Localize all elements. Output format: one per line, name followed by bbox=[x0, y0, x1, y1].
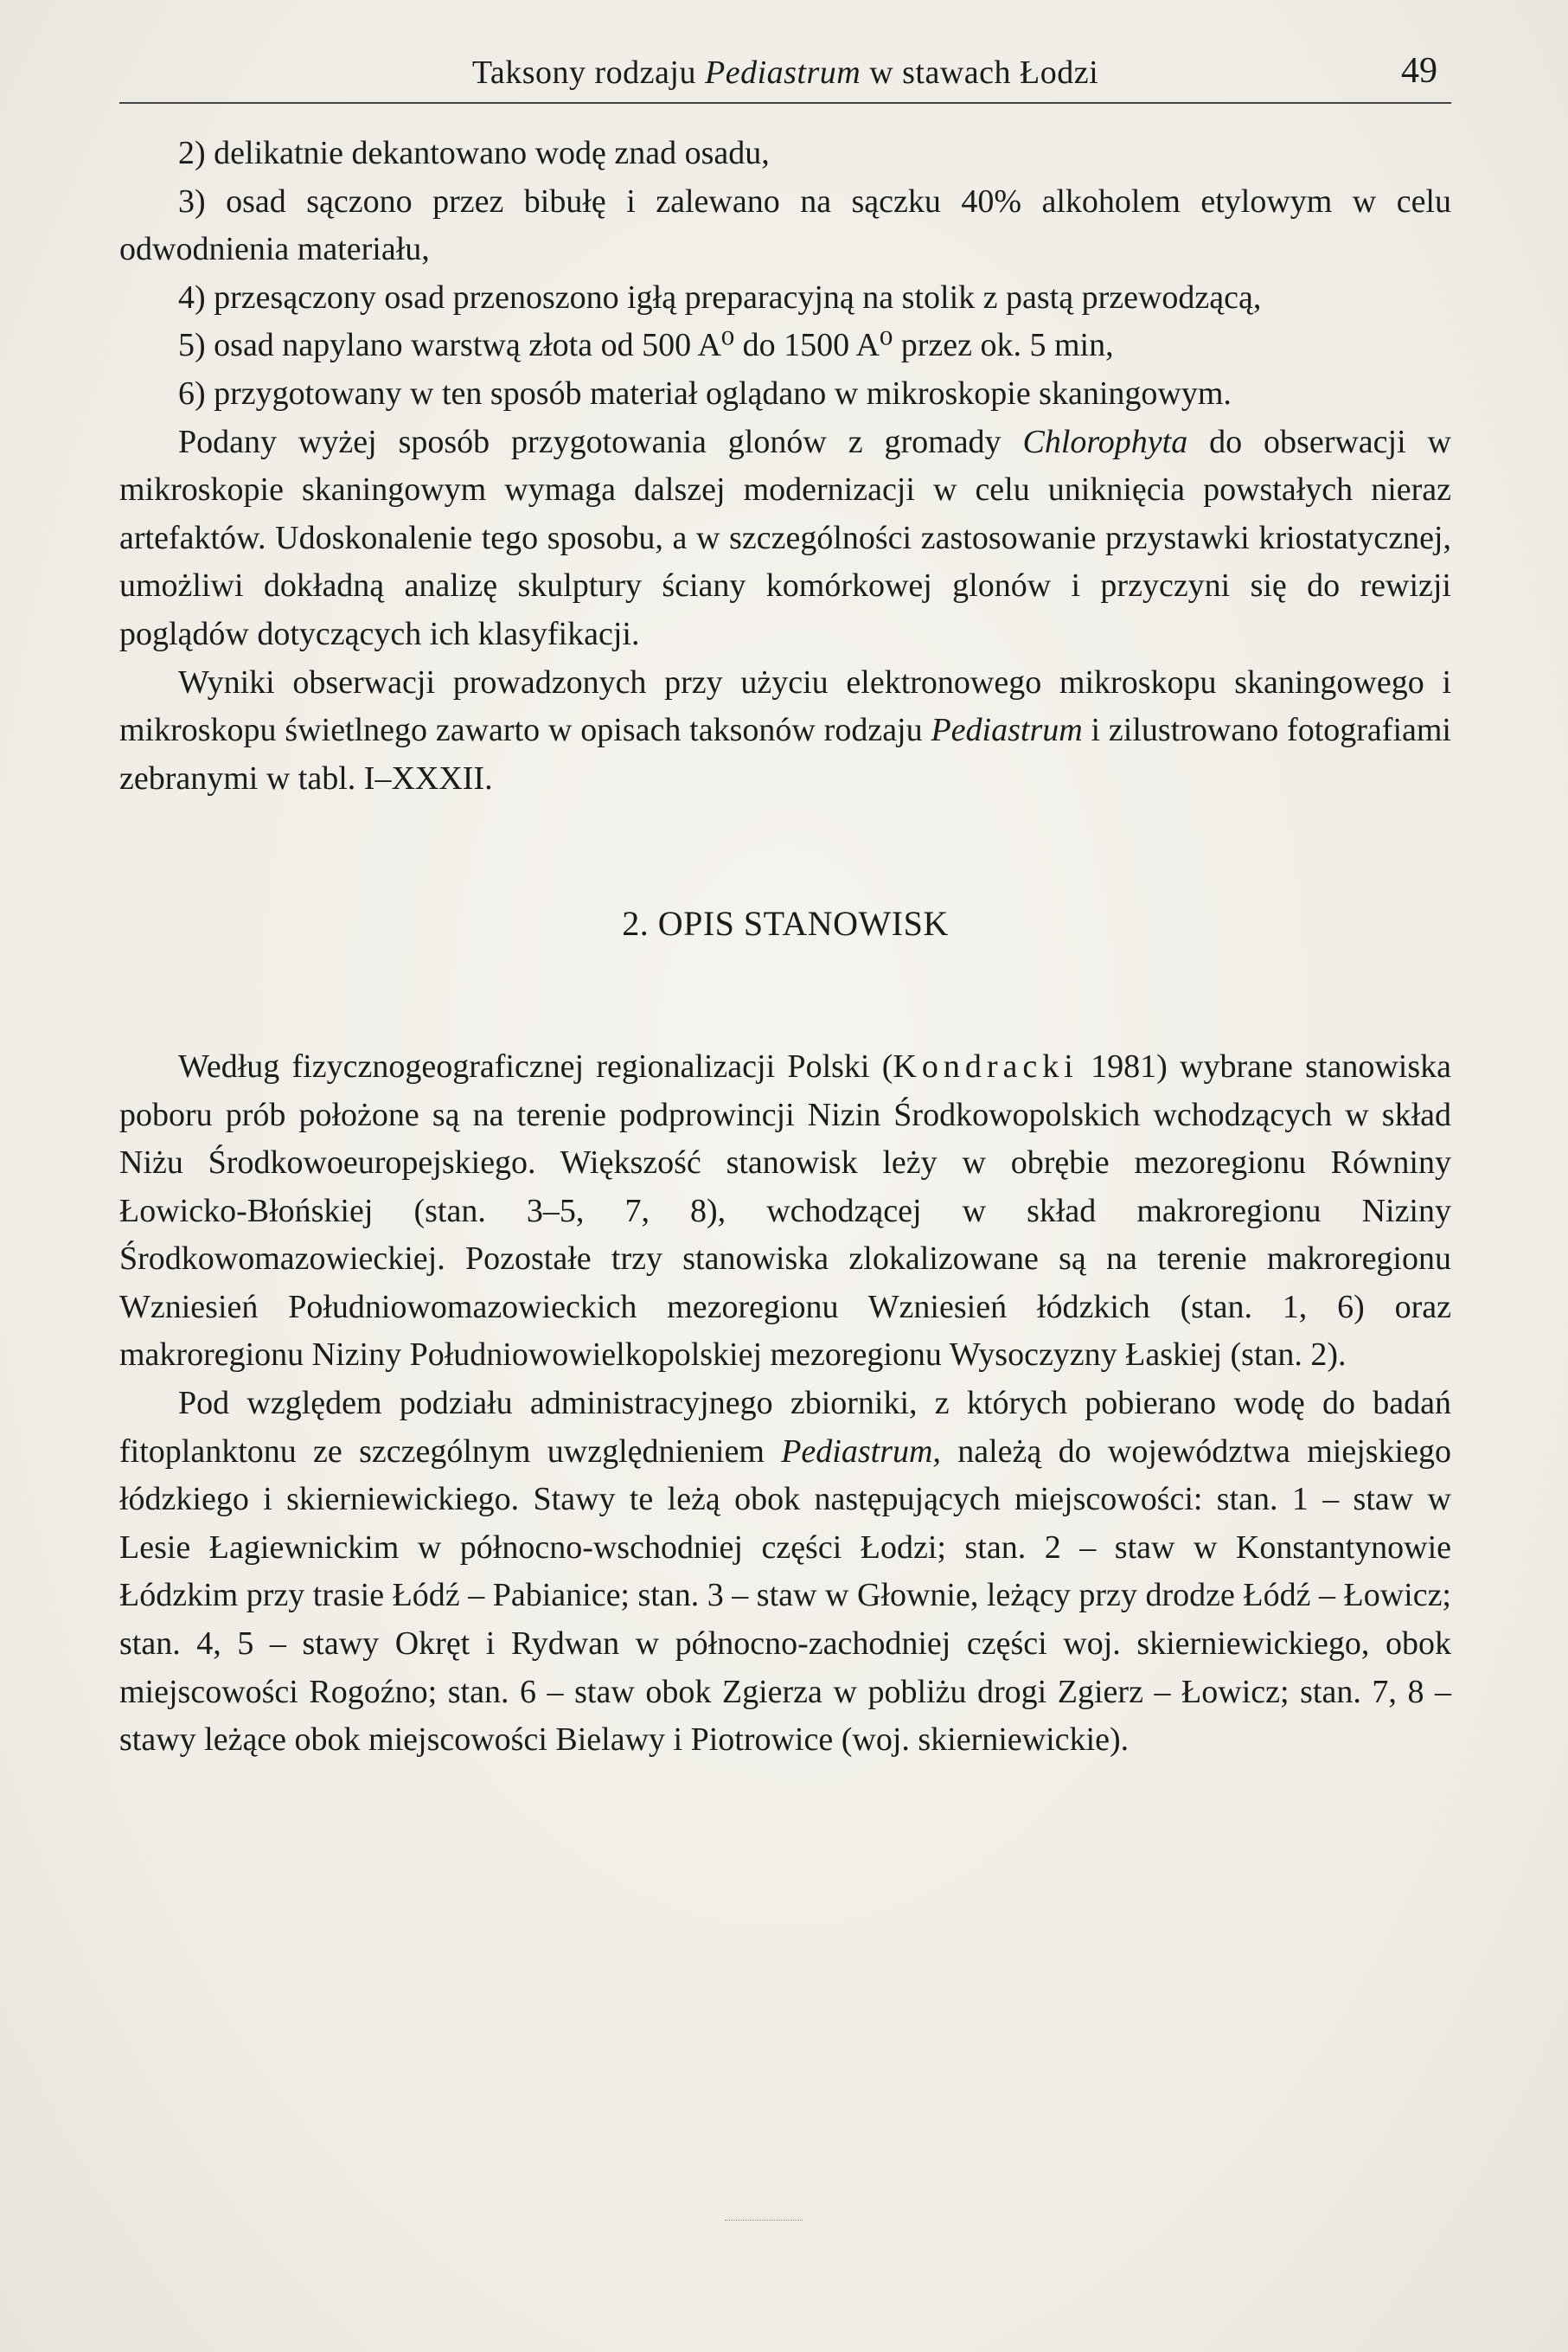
paragraph bbox=[119, 419, 1451, 659]
paragraph-text: Podany wyżej sposób przygotowania glonów z gromady bbox=[178, 423, 1023, 460]
paragraph-text: 1981) wybrane stanowiska poboru prób położone są na terenie podprowincji Nizin Środkowopolskich wchodzących w skład Niżu Środkowoeuropejskiego. Większość stanowisk leży w obrębie mezoregionu Równiny Łowicko-Błońskiej (stan. 3–5, 7, 8), wchodzącej w skład makroregionu Niziny Środkowomazowieckiej. Pozostałe trzy stanowiska zlokalizowane są na terenie makroregionu Wzniesień Południowomazowieckich mezoregionu Wzniesień łódzkich (stan. 1, 6) oraz makroregionu Niziny Południowowielkopolskiej mezoregionu Wysoczyzny Łaskiej (stan. 2). bbox=[119, 1048, 1451, 1374]
paragraph-text: Pod względem podziału administracyjnego zbiorniki, z których pobierano wodę do badań fitoplanktonu ze szczególnym uwzględnieniem bbox=[119, 1385, 1451, 1470]
list-item: 6) przygotowany w ten sposób materiał oglądano w mikroskopie skaningowym. bbox=[178, 375, 1232, 412]
paragraph-text: do obserwacji w mikroskopie skaningowym wymaga dalszej modernizacji w celu uniknięcia powstałych nieraz artefaktów. Udoskonalenie tego sposobu, a w szczególności zastosowanie przystawki kriostatycznej, umożliwi dokładną analizę skulptury ściany komórkowej glonów i przyczyni się do rewizji poglądów dotyczących ich klasyfikacji. bbox=[119, 423, 1451, 652]
running-title-italic: Pediastrum bbox=[704, 54, 861, 91]
paragraph bbox=[119, 1380, 1451, 1765]
list-item: 5) osad napylano warstwą złota od 500 A⁰ do 1500 A⁰ przez ok. 5 min, bbox=[178, 327, 1114, 364]
paragraph-text: Według fizycznogeograficznej regionalizacji Polski ( bbox=[178, 1048, 893, 1085]
list-item: 3) osad sączono przez bibułę i zalewano na sączku 40% alkoholem etylowym w celu odwodnienia materiału, bbox=[119, 183, 1451, 268]
author-name: Kondracki bbox=[893, 1048, 1078, 1085]
running-title-part: w stawach Łodzi bbox=[861, 54, 1099, 91]
running-header bbox=[119, 50, 1451, 104]
page-number: 49 bbox=[1401, 51, 1437, 91]
taxon-name: Pediastrum, bbox=[781, 1432, 941, 1470]
footer-mark bbox=[725, 2220, 803, 2221]
running-title-part: Taksony rodzaju bbox=[471, 54, 705, 91]
paragraph bbox=[119, 659, 1451, 804]
paragraph-text: należą do województwa miejskiego łódzkiego i skierniewickiego. Stawy te leżą obok następujących miejscowości: stan. 1 – staw w Lesie Łagiewnickim w północno-wschodniej części Łodzi; stan. 2 – staw w Konstantynowie Łódzkim przy trasie Łódź – Pabianice; stan. 3 – staw w Głownie, leżący przy drodze Łódź – Łowicz; stan. 4, 5 – stawy Okręt i Rydwan w północno-zachodniej części woj. skierniewickiego, obok miejscowości Rogoźno; stan. 6 – staw obok Zgierza w pobliżu drogi Zgierz – Łowicz; stan. 7, 8 – stawy leżące obok miejscowości Bielawy i Piotrowice (woj. skierniewickie). bbox=[119, 1432, 1451, 1759]
paragraph bbox=[119, 1043, 1451, 1380]
paragraph-text: Wyniki obserwacji prowadzonych przy użyciu elektronowego mikroskopu skaningowego i mikroskopu świetlnego zawarto w opisach taksonów rodzaju bbox=[119, 663, 1451, 749]
taxon-name: Chlorophyta bbox=[1022, 423, 1188, 460]
paragraph-text: i zilustrowano fotografiami zebranymi w tabl. I–XXXII. bbox=[119, 712, 1451, 797]
section-title: 2. OPIS STANOWISK bbox=[622, 904, 949, 944]
list-item: 4) przesączony osad przenoszono igłą preparacyjną na stolik z pastą przewodzącą, bbox=[178, 279, 1262, 316]
taxon-name: Pediastrum bbox=[931, 712, 1083, 749]
running-title bbox=[119, 54, 1451, 92]
list-item: 2) delikatnie dekantowano wodę znad osadu, bbox=[178, 135, 770, 171]
body-text bbox=[119, 130, 1451, 1765]
